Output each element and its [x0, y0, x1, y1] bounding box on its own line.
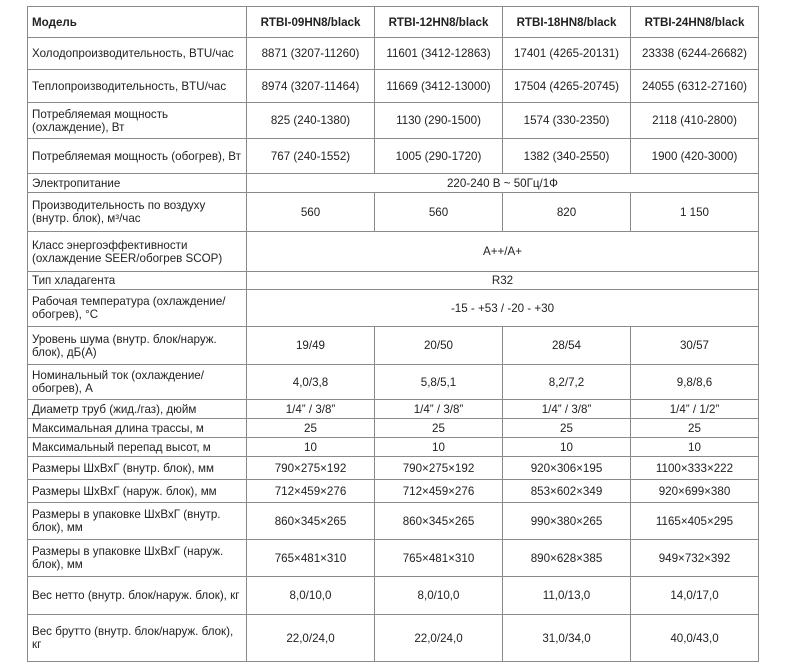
table-row	[28, 232, 759, 272]
table-row	[28, 139, 759, 174]
cell-value: 31,0/34,0	[503, 615, 631, 662]
cell-value: 1900 (420-3000)	[631, 139, 759, 174]
cell-value: 4,0/3,8	[247, 365, 375, 400]
cell-value: 1/4” / 3/8”	[375, 400, 503, 419]
cell-value: 20/50	[375, 327, 503, 365]
cell-value: 8,0/10,0	[247, 577, 375, 615]
header-cell-model: Модель	[28, 7, 247, 38]
cell-value: 712×459×276	[375, 480, 503, 503]
cell-value: 1/4” / 1/2”	[631, 400, 759, 419]
header-cell-model-24: RTBI-24HN8/black	[631, 7, 759, 38]
table-row	[28, 70, 759, 103]
cell-value: 560	[247, 193, 375, 232]
row-label: Электропитание	[28, 174, 247, 193]
header-cell-model-12: RTBI-12HN8/black	[375, 7, 503, 38]
row-label: Вес брутто (внутр. блок/наруж. блок), кг	[28, 615, 247, 662]
table-row	[28, 365, 759, 400]
cell-value: 14,0/17,0	[631, 577, 759, 615]
header-cell-model-18: RTBI-18HN8/black	[503, 7, 631, 38]
cell-value: 22,0/24,0	[247, 615, 375, 662]
cell-value: 24055 (6312-27160)	[631, 70, 759, 103]
cell-value: 11,0/13,0	[503, 577, 631, 615]
row-label: Вес нетто (внутр. блок/наруж. блок), кг	[28, 577, 247, 615]
cell-value: 10	[503, 438, 631, 457]
cell-value: 1100×333×222	[631, 457, 759, 480]
cell-value-merged: А++/А+	[247, 232, 759, 272]
cell-value: 890×628×385	[503, 540, 631, 577]
table-row	[28, 174, 759, 193]
row-label: Класс энергоэффективности (охлаждение SEER/обогрев SCOP)	[28, 232, 247, 272]
cell-value: 765×481×310	[247, 540, 375, 577]
cell-value: 8974 (3207-11464)	[247, 70, 375, 103]
row-label: Потребляемая мощность (обогрев), Вт	[28, 139, 247, 174]
cell-value: 17401 (4265-20131)	[503, 38, 631, 70]
cell-value: 790×275×192	[375, 457, 503, 480]
cell-value: 765×481×310	[375, 540, 503, 577]
row-label: Диаметр труб (жид./газ), дюйм	[28, 400, 247, 419]
cell-value: 1/4” / 3/8”	[247, 400, 375, 419]
cell-value: 825 (240-1380)	[247, 103, 375, 139]
table-row	[28, 503, 759, 540]
cell-value-merged: 220-240 В ~ 50Гц/1Ф	[247, 174, 759, 193]
cell-value: 8871 (3207-11260)	[247, 38, 375, 70]
table-row	[28, 400, 759, 419]
cell-value: 11601 (3412-12863)	[375, 38, 503, 70]
cell-value: 10	[631, 438, 759, 457]
row-label: Максимальная длина трассы, м	[28, 419, 247, 438]
cell-value: 5,8/5,1	[375, 365, 503, 400]
table-row	[28, 438, 759, 457]
table-row	[28, 419, 759, 438]
cell-value: 1165×405×295	[631, 503, 759, 540]
table-row	[28, 290, 759, 327]
row-label: Размеры в упаковке ШхВхГ (наруж. блок), мм	[28, 540, 247, 577]
row-label: Номинальный ток (охлаждение/обогрев), А	[28, 365, 247, 400]
table-row	[28, 615, 759, 662]
cell-value: 8,0/10,0	[375, 577, 503, 615]
cell-value: 560	[375, 193, 503, 232]
row-label: Размеры ШхВхГ (внутр. блок), мм	[28, 457, 247, 480]
cell-value: 25	[631, 419, 759, 438]
cell-value: 30/57	[631, 327, 759, 365]
cell-value: 28/54	[503, 327, 631, 365]
cell-value: 767 (240-1552)	[247, 139, 375, 174]
cell-value: 19/49	[247, 327, 375, 365]
cell-value: 949×732×392	[631, 540, 759, 577]
cell-value: 23338 (6244-26682)	[631, 38, 759, 70]
row-label: Производительность по воздуху (внутр. блок), м³/час	[28, 193, 247, 232]
row-label: Теплопроизводительность, BTU/час	[28, 70, 247, 103]
table-row	[28, 272, 759, 290]
cell-value: 40,0/43,0	[631, 615, 759, 662]
cell-value: 22,0/24,0	[375, 615, 503, 662]
table-row	[28, 480, 759, 503]
cell-value: 25	[375, 419, 503, 438]
cell-value: 8,2/7,2	[503, 365, 631, 400]
specifications-table	[27, 6, 759, 662]
table-row	[28, 327, 759, 365]
cell-value-merged: -15 - +53 / -20 - +30	[247, 290, 759, 327]
cell-value: 10	[247, 438, 375, 457]
row-label: Холодопроизводительность, BTU/час	[28, 38, 247, 70]
cell-value: 1/4” / 3/8”	[503, 400, 631, 419]
cell-value: 920×306×195	[503, 457, 631, 480]
table-row	[28, 38, 759, 70]
cell-value: 25	[247, 419, 375, 438]
row-label: Рабочая температура (охлаждение/обогрев), °С	[28, 290, 247, 327]
cell-value: 712×459×276	[247, 480, 375, 503]
cell-value: 820	[503, 193, 631, 232]
row-label: Размеры ШхВхГ (наруж. блок), мм	[28, 480, 247, 503]
cell-value: 1382 (340-2550)	[503, 139, 631, 174]
cell-value: 10	[375, 438, 503, 457]
row-label: Уровень шума (внутр. блок/наруж. блок), дБ(А)	[28, 327, 247, 365]
table-row	[28, 540, 759, 577]
cell-value: 9,8/8,6	[631, 365, 759, 400]
cell-value: 920×699×380	[631, 480, 759, 503]
cell-value: 25	[503, 419, 631, 438]
cell-value: 860×345×265	[247, 503, 375, 540]
table-row	[28, 577, 759, 615]
row-label: Тип хладагента	[28, 272, 247, 290]
cell-value: 990×380×265	[503, 503, 631, 540]
cell-value: 17504 (4265-20745)	[503, 70, 631, 103]
row-label: Максимальный перепад высот, м	[28, 438, 247, 457]
cell-value: 1005 (290-1720)	[375, 139, 503, 174]
cell-value: 1 150	[631, 193, 759, 232]
cell-value: 853×602×349	[503, 480, 631, 503]
cell-value: 11669 (3412-13000)	[375, 70, 503, 103]
header-row	[28, 7, 759, 38]
cell-value: 790×275×192	[247, 457, 375, 480]
table-row	[28, 457, 759, 480]
row-label: Размеры в упаковке ШхВхГ (внутр. блок), мм	[28, 503, 247, 540]
cell-value-merged: R32	[247, 272, 759, 290]
cell-value: 1130 (290-1500)	[375, 103, 503, 139]
table-row	[28, 103, 759, 139]
cell-value: 1574 (330-2350)	[503, 103, 631, 139]
cell-value: 860×345×265	[375, 503, 503, 540]
header-cell-model-09: RTBI-09HN8/black	[247, 7, 375, 38]
table-row	[28, 193, 759, 232]
cell-value: 2118 (410-2800)	[631, 103, 759, 139]
row-label: Потребляемая мощность (охлаждение), Вт	[28, 103, 247, 139]
